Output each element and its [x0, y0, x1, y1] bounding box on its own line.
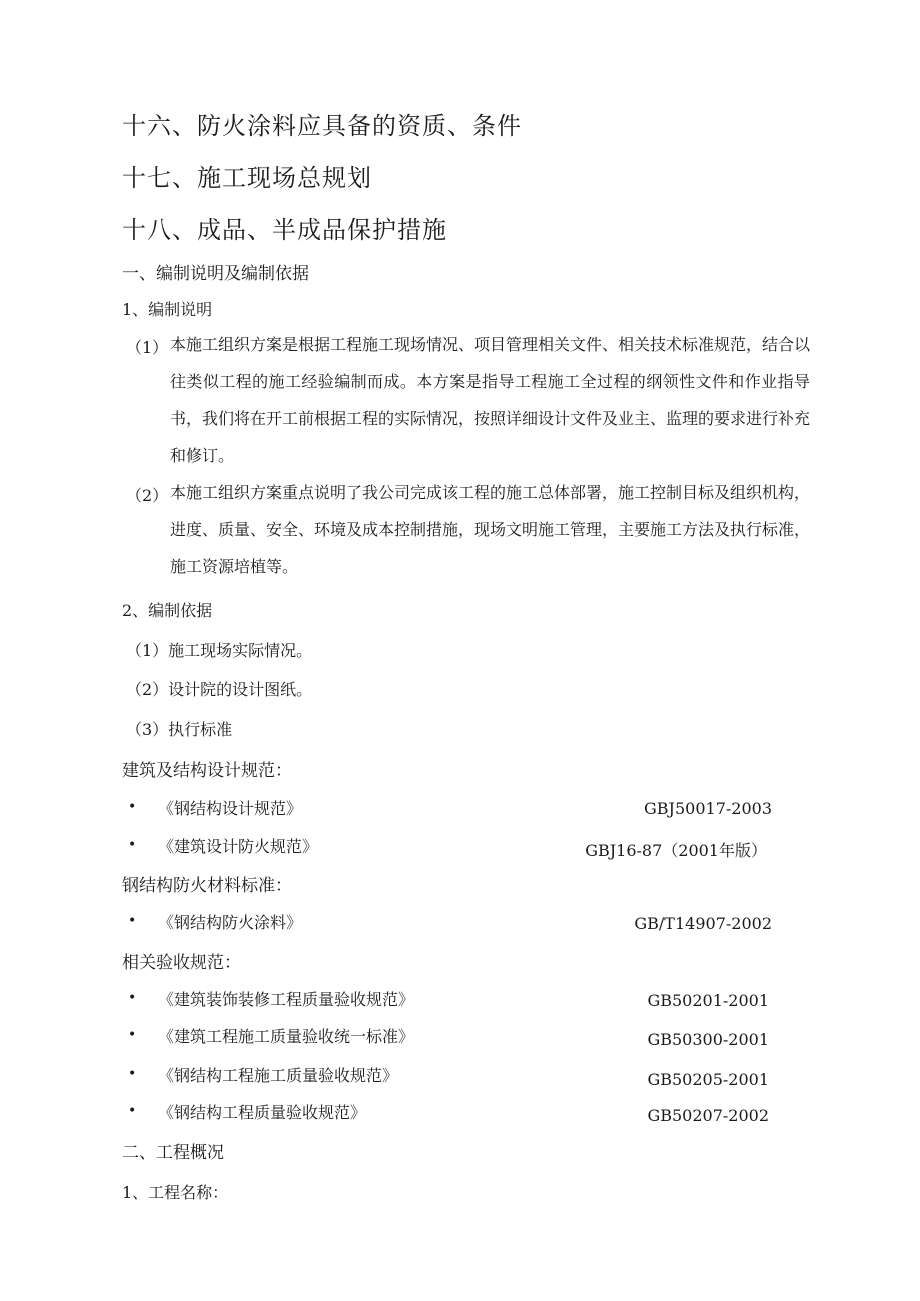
standard-code: GBJ16-87（2001年版） — [585, 841, 767, 860]
standard-name: 《钢结构设计规范》 — [158, 799, 303, 818]
basis-item-3: （3）执行标准 — [126, 720, 233, 739]
standards-heading-design: 建筑及结构设计规范： — [122, 761, 292, 781]
paragraph-number-2: （2） — [126, 486, 169, 505]
standard-code: GB50300-2001 — [647, 1030, 769, 1049]
toc-heading-16: 十六、防火涂料应具备的资质、条件 — [122, 112, 522, 140]
standard-code: GB50205-2001 — [647, 1070, 769, 1089]
standard-code: GB50207-2002 — [647, 1106, 769, 1125]
paragraph-2: 本施工组织方案重点说明了我公司完成该工程的施工总体部署，施工控制目标及组织机构，进度、质量、安全、环境及成本控制措施，现场文明施工管理，主要施工方法及执行标准，施工资源培植等。 — [170, 483, 811, 576]
toc-heading-18: 十八、成品、半成品保护措施 — [122, 216, 447, 244]
subsection-title-1-2: 2、编制依据 — [122, 601, 213, 620]
section-title-2: 二、工程概况 — [122, 1143, 224, 1163]
standard-name: 《钢结构工程施工质量验收规范》 — [158, 1066, 399, 1085]
bullet-icon: • — [128, 913, 137, 929]
toc-heading-17: 十七、施工现场总规划 — [122, 164, 372, 192]
paragraph-number-1: （1） — [126, 338, 169, 357]
bullet-icon: • — [128, 1103, 137, 1119]
bullet-icon: • — [128, 1027, 137, 1043]
bullet-icon: • — [128, 990, 137, 1006]
standards-heading-fireproof: 钢结构防火材料标准： — [122, 876, 292, 896]
standard-name: 《钢结构防火涂料》 — [158, 913, 303, 932]
standards-heading-acceptance: 相关验收规范： — [122, 953, 241, 973]
bullet-icon: • — [128, 837, 137, 853]
bullet-icon: • — [128, 1066, 137, 1082]
bullet-icon: • — [128, 799, 137, 815]
standard-code: GB/T14907-2002 — [634, 914, 772, 933]
section-title-1: 一、编制说明及编制依据 — [122, 264, 309, 284]
basis-item-1: （1）施工现场实际情况。 — [126, 641, 313, 660]
standard-name: 《建筑装饰装修工程质量验收规范》 — [158, 990, 415, 1009]
standard-name: 《钢结构工程质量验收规范》 — [158, 1103, 367, 1122]
subsection-title-2-1: 1、工程名称： — [122, 1183, 229, 1202]
paragraph-1: 本施工组织方案是根据工程施工现场情况、项目管理相关文件、相关技术标准规范，结合以往类似工程的施工经验编制而成。本方案是指导工程施工全过程的纲领性文件和作业指导书，我们将在开工前根据工程的实际情况，按照详细设计文件及业主、监理的要求进行补充和修订。 — [170, 335, 811, 465]
standard-code-clipped — [647, 1106, 769, 1125]
standard-name: 《建筑设计防火规范》 — [158, 837, 319, 856]
standard-code: GB50201-2001 — [647, 991, 769, 1010]
standard-code: GBJ50017-2003 — [644, 799, 772, 818]
subsection-title-1-1: 1、编制说明 — [122, 300, 213, 319]
basis-item-2: （2）设计院的设计图纸。 — [126, 680, 313, 699]
standard-name: 《建筑工程施工质量验收统一标准》 — [158, 1027, 415, 1046]
